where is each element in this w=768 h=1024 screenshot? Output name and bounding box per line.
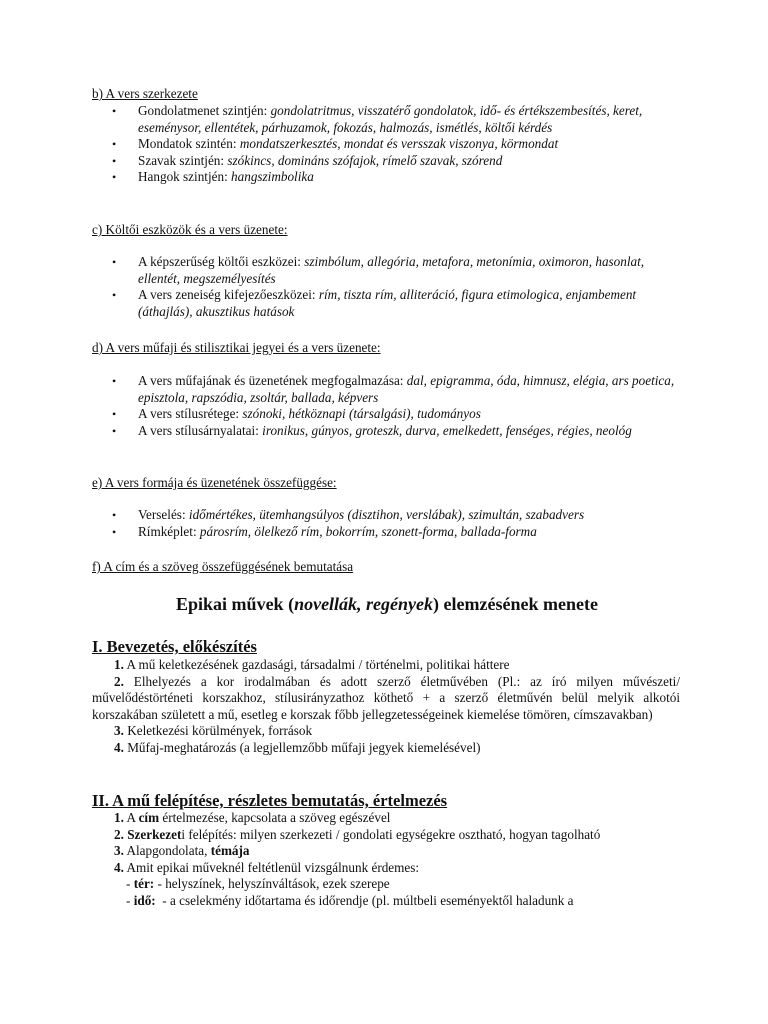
item-number: 1.: [114, 810, 124, 825]
list-item: [92, 136, 682, 153]
item-text: párosrím, ölelkező rím, bokorrím, szonett-forma, ballada-forma: [199, 523, 537, 539]
list-item: [92, 740, 680, 757]
section-c-heading: c) Költői eszközök és a vers üzenete:: [92, 222, 288, 237]
item-text: szimbólum, allegória, metafora, metonímia, oximoron, hasonlat, ellentét, megszemélyesítés: [138, 254, 645, 286]
item-text: - helyszínek, helyszínváltások, ezek szerepe: [154, 876, 390, 892]
list-item: [92, 373, 682, 406]
item-text: A: [123, 810, 139, 825]
item-label: Szavak szintjén:: [138, 152, 228, 168]
sub-item-ido: [92, 893, 680, 910]
item-number: 2.: [114, 826, 124, 842]
part2-heading: II. A mű felépítése, részletes bemutatás, értelmezés: [92, 791, 448, 810]
item-text: dal, epigramma, óda, himnusz, elégia, ars poetica, episztola, rapszódia, zsoltár, ballada, képvers: [138, 373, 675, 405]
item-bold: témája: [210, 843, 250, 859]
item-bold: tér:: [133, 876, 155, 892]
list-item: [92, 810, 680, 827]
item-text: szónoki, hétköznapi (társalgási), tudományos: [242, 406, 481, 422]
list-item: [92, 723, 680, 740]
list-item: [92, 657, 680, 674]
list-item: [92, 169, 682, 186]
list-item: [92, 524, 682, 541]
item-text: szókincs, domináns szófajok, rímelő szavak, szórend: [227, 152, 503, 168]
list-item: [92, 254, 682, 287]
page-title: [92, 592, 682, 616]
item-text: hangszimbolika: [231, 169, 314, 185]
item-label: Gondolatmenet szintjén:: [138, 103, 271, 118]
item-text: A mű keletkezésének gazdasági, társadalmi / történelmi, politikai háttere: [123, 657, 510, 672]
item-label: A vers stílusrétege:: [138, 406, 243, 422]
section-f-heading: f) A cím és a szöveg összefüggésének bemutatása: [92, 559, 354, 574]
item-text: - a cselekmény időtartama és időrendje (pl. múltbeli eseményektől haladunk a: [155, 892, 574, 908]
list-item: [92, 287, 682, 320]
item-text: ironikus, gúnyos, groteszk, durva, emelkedett, fenséges, régies, neológ: [262, 422, 632, 438]
list-item: [92, 423, 682, 440]
item-text: i felépítés: milyen szerkezeti / gondolati egységekre osztható, hogyan tagolható: [181, 826, 601, 842]
title-italic: novellák, regények: [294, 594, 434, 614]
item-text: rím, tiszta rím, alliteráció, figura etimologica, enjambement (áthajlás), akusztikus hatások: [138, 287, 637, 319]
item-label: A képszerűség költői eszközei:: [138, 254, 305, 269]
section-d-heading: d) A vers műfaji és stilisztikai jegyei és a vers üzenete:: [92, 340, 381, 355]
part2-body: [92, 810, 680, 910]
item-dash: -: [126, 876, 134, 892]
item-number: 4.: [114, 859, 124, 875]
section-e-list: [92, 507, 682, 540]
item-label: A vers műfajának és üzenetének megfogalmazása:: [138, 373, 407, 388]
list-item: [92, 674, 680, 724]
item-label: A vers zeneiség kifejezőeszközei:: [138, 287, 319, 303]
item-text: Amit epikai műveknél feltétlenül vizsgálnunk érdemes:: [123, 859, 420, 875]
section-b-heading: b) A vers szerkezete: [92, 86, 198, 101]
list-item: [92, 406, 682, 423]
item-text: Műfaj-meghatározás (a legjellemzőbb műfaji jegyek kiemelésével): [123, 739, 481, 755]
item-text: mondatszerkesztés, mondat és versszak viszonya, körmondat: [239, 136, 559, 152]
item-dash: -: [126, 892, 134, 908]
list-item: [92, 843, 680, 860]
item-bold: Szerkezet: [123, 826, 182, 842]
part1-heading: I. Bevezetés, előkészítés: [92, 637, 257, 656]
list-item: [92, 860, 680, 877]
item-text: Elhelyezés a kor irodalmában és adott szerző életművében (Pl.: az író milyen művészeti/ művelődéstörténeti korszakhoz, stílusirányzathoz köthető + a szerző életművén belül melyik alkotói korszakában született a mű, esetleg e korszak főbb jellegzetességeinek kiemelése tömören, címszavakban): [92, 673, 680, 722]
item-number: 3.: [114, 843, 124, 859]
item-label: Mondatok szintén:: [138, 136, 240, 152]
item-text: Alapgondolata,: [123, 843, 211, 859]
item-label: Rímképlet:: [138, 523, 200, 539]
item-bold: idő:: [133, 892, 156, 908]
sub-item-ter: [92, 876, 680, 893]
item-number: 3.: [114, 723, 124, 739]
section-b-list: [92, 103, 682, 186]
item-label: Verselés:: [138, 507, 189, 522]
item-text: időmértékes, ütemhangsúlyos (disztihon, verslábak), szimultán, szabadvers: [188, 507, 585, 522]
item-label: A vers stílusárnyalatai:: [138, 422, 263, 438]
item-text: gondolatritmus, visszatérő gondolatok, idő- és értékszembesítés, keret, eseménysor, ellentétek, párhuzamok, fokozás, halmozás, ismétlés, költői kérdés: [138, 103, 643, 135]
item-label: Hangok szintjén:: [138, 169, 232, 185]
item-text: értelmezése, kapcsolata a szöveg egészével: [159, 810, 391, 825]
item-number: 2.: [114, 673, 124, 689]
title-pre: Epikai művek (: [176, 594, 295, 614]
item-number: 1.: [114, 657, 124, 672]
section-c-list: [92, 254, 682, 320]
list-item: [92, 103, 682, 136]
title-post: ) elemzésének menete: [433, 594, 598, 614]
item-bold: cím: [138, 810, 160, 825]
list-item: [92, 507, 682, 524]
section-e-heading: e) A vers formája és üzenetének összefüggése:: [92, 475, 337, 490]
part1-body: [92, 657, 680, 757]
list-item: [92, 153, 682, 170]
item-text: Keletkezési körülmények, források: [123, 723, 313, 739]
item-number: 4.: [114, 739, 124, 755]
list-item: [92, 827, 680, 844]
section-d-list: [92, 373, 682, 439]
